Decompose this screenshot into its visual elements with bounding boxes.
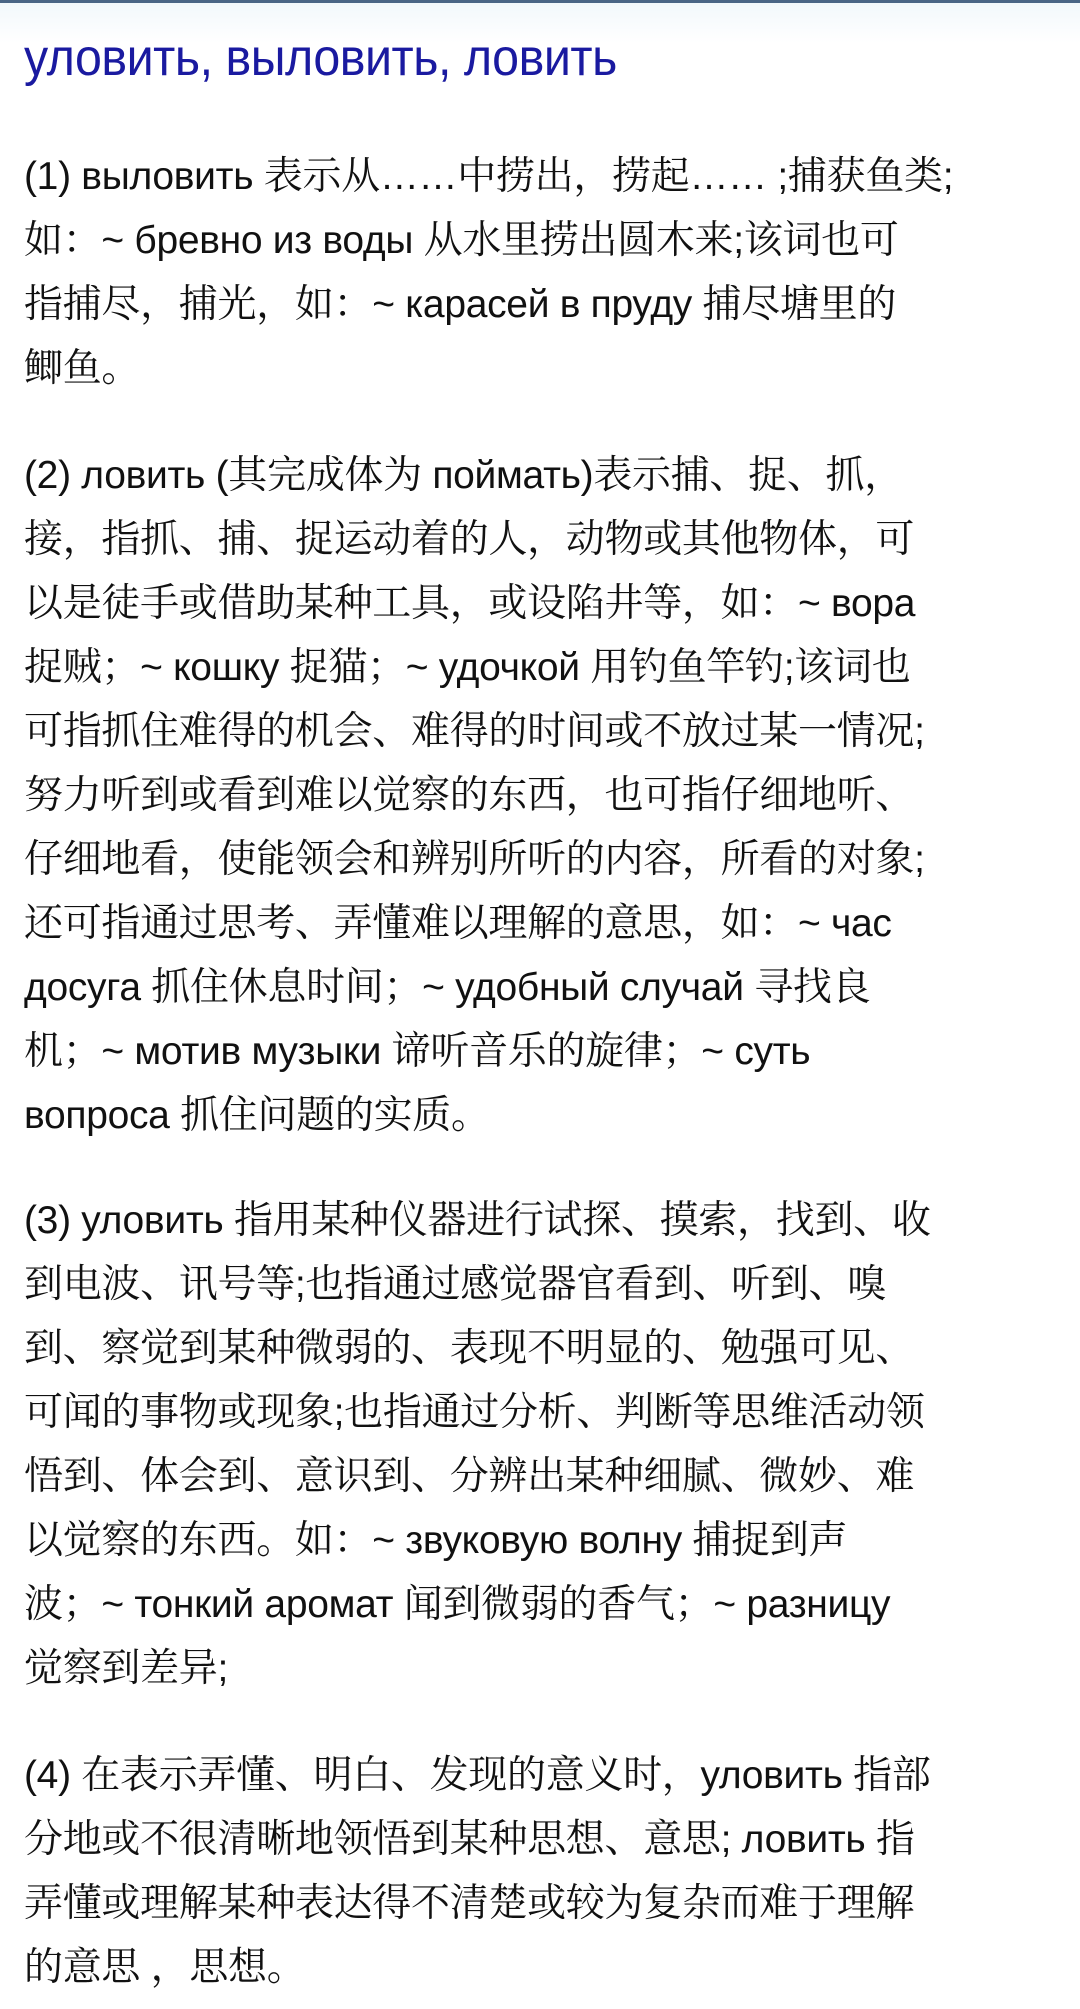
definition-section-3 <box>24 1189 1064 1701</box>
text-line: 努力听到或看到难以觉察的东西，也可指仔细地听、 <box>24 774 915 817</box>
text-line: 如：~ бревно из воды 从水里捞出圆木来;该词也可 <box>24 219 899 262</box>
text-line: (4) 在表示弄懂、明白、发现的意义时，уловить 指部 <box>24 1754 931 1797</box>
text-line: 分地或不很清晰地领悟到某种思想、意思; ловить 指 <box>24 1818 915 1861</box>
definition-section-1 <box>24 145 1064 401</box>
text-line: 还可指通过思考、弄懂难以理解的意思，如：~ час <box>24 902 892 945</box>
text-line: (2) ловить (其完成体为 поймать)表示捕、捉、抓， <box>24 454 903 497</box>
text-line: (1) выловить 表示从……中捞出，捞起…… ;捕获鱼类; <box>24 155 954 198</box>
text-line: 以是徒手或借助某种工具，或设陷井等，如：~ вора <box>24 582 916 625</box>
text-line: 的意思 ，思想。 <box>24 1946 306 1989</box>
page-title: уловить, выловить, ловить <box>24 29 617 87</box>
text-line: 以觉察的东西。如：~ звуковую волну 捕捉到声 <box>24 1519 848 1562</box>
definition-section-4 <box>24 1744 1064 2000</box>
text-line: 到、察觉到某种微弱的、表现不明显的、勉强可见、 <box>24 1327 915 1370</box>
text-line: 捉贼；~ кошку 捉猫；~ удочкой 用钓鱼竿钓;该词也 <box>24 646 911 689</box>
text-line: 弄懂或理解某种表达得不清楚或较为复杂而难于理解 <box>24 1882 915 1925</box>
text-line: 仔细地看，使能领会和辨别所听的内容，所看的对象; <box>24 838 925 881</box>
text-line: 波；~ тонкий аромат 闻到微弱的香气；~ разницу <box>24 1583 891 1626</box>
text-line: 可闻的事物或现象;也指通过分析、判断等思维活动领 <box>24 1391 925 1434</box>
text-line: (3) уловить 指用某种仪器进行试探、摸索，找到、收 <box>24 1199 931 1242</box>
text-line: 到电波、讯号等;也指通过感觉器官看到、听到、嗅 <box>24 1263 886 1306</box>
text-line: 指捕尽，捕光，如：~ карасей в пруду 捕尽塘里的 <box>24 283 897 326</box>
text-line: 机；~ мотив музыки 谛听音乐的旋律；~ суть <box>24 1030 811 1073</box>
text-line: 可指抓住难得的机会、难得的时间或不放过某一情况; <box>24 710 925 753</box>
text-line: 悟到、体会到、意识到、分辨出某种细腻、微妙、难 <box>24 1455 915 1498</box>
text-line: 鲫鱼。 <box>24 347 141 390</box>
text-line: вопроса 抓住问题的实质。 <box>24 1094 490 1137</box>
text-line: 觉察到差异; <box>24 1647 229 1690</box>
text-line: досуга 抓住休息时间；~ удобный случай 寻找良 <box>24 966 871 1009</box>
definition-section-2 <box>24 444 1064 1148</box>
text-line: 接，指抓、捕、捉运动着的人，动物或其他物体，可 <box>24 518 915 561</box>
